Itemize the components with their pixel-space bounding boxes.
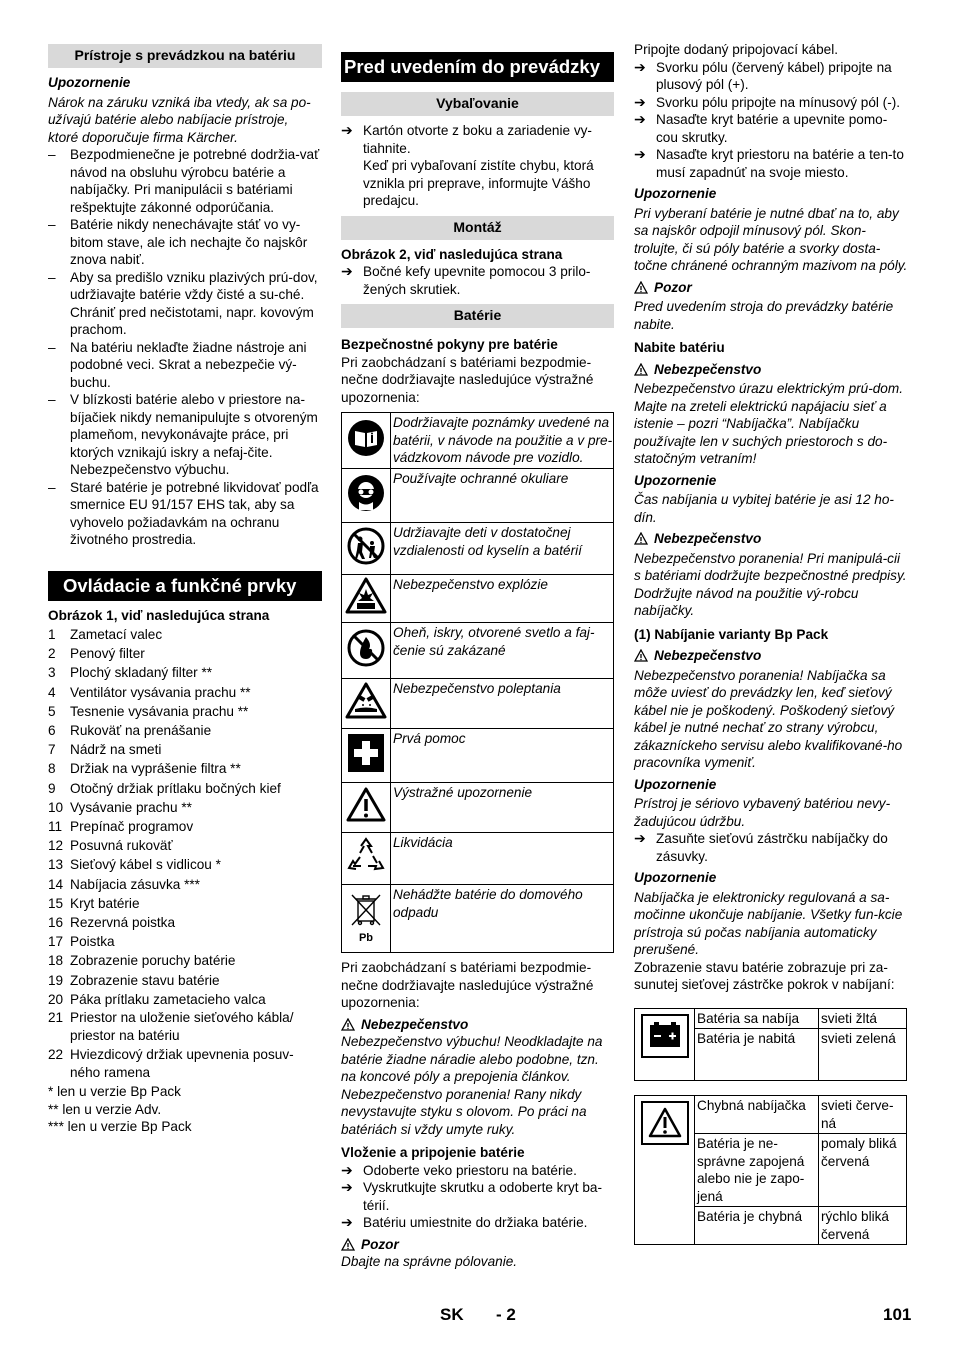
status-light-cell: svieti zelená (819, 1029, 907, 1081)
warning-triangle-icon (634, 532, 648, 545)
symbol-text: Nebezpečenstvo explózie (391, 575, 614, 623)
part-number: 2 (48, 646, 56, 662)
arrow-icon: ➔ (634, 93, 646, 110)
part-item (48, 779, 322, 798)
part-number: 8 (48, 761, 56, 777)
dash-list (48, 146, 322, 549)
warning-icon (342, 787, 390, 828)
battery-icon (640, 1013, 690, 1059)
part-label: Otočný držiak prítlaku bočných kief (70, 780, 281, 796)
step-item (634, 94, 908, 112)
status-state-cell: Batéria je chybná (695, 1207, 819, 1245)
battery-status-icon-cell (635, 1008, 695, 1081)
part-item (48, 971, 322, 990)
part-number: 18 (48, 953, 64, 969)
status-state-cell: Batéria sa nabíja (695, 1008, 819, 1029)
note3-text: Prístroj je sériovo vybavený batériou nevy-žadujúcou údržbu. (634, 796, 891, 829)
goggles-icon (342, 472, 390, 519)
part-item (48, 913, 322, 932)
part-number: 3 (48, 665, 56, 681)
warning-triangle-icon (634, 363, 648, 376)
arrow-icon: ➔ (634, 58, 646, 75)
symbol-text: Nebezpečenstvo poleptania (391, 679, 614, 729)
part-number: 11 (48, 819, 63, 835)
status-state-cell: Chybná nabíjačka (695, 1096, 819, 1134)
crossed-bin-icon (342, 893, 390, 932)
symbol-text: Dodržiavajte poznámky uvedené na batérii, v návode na použitie a v pre-vádzkovom návode pre vozidlo. (391, 413, 614, 469)
note1-label: Upozornenie (634, 186, 717, 201)
danger-heading: Nebezpečenstvo (341, 1016, 614, 1034)
arrow-icon: ➔ (634, 111, 646, 127)
part-item (48, 1046, 322, 1081)
symbol-row (342, 679, 614, 729)
part-label: Vysávanie prachu ** (70, 799, 192, 815)
warning-triangle-icon (341, 1018, 355, 1031)
symbol-icon-cell (342, 679, 391, 729)
status-intro: Zobrazenie stavu batérie zobrazuje pri za-sunutej sieťovej zástrčke pokrok v nabíjaní: (634, 959, 895, 992)
step-text: Odoberte veko priestoru na batérie. (363, 1162, 577, 1178)
note1-text: Pri vyberaní batérie je nutné dbať na to, aby sa najskôr odpojil mínusový pól. Skon-trolujte, či sú póly batérie a svorky dosta-točne chránené ochranným mazivom na póly. (634, 205, 908, 273)
step-item (341, 1179, 614, 1214)
symbol-icon-cell (342, 469, 391, 523)
footer-page-number: 101 (883, 1305, 912, 1324)
section-title-battery-devices: Prístroje s prevádzkou na batériu (48, 44, 322, 68)
dash-item-text: V blízkosti batérie alebo v priestore na-bíjačiek nikdy nemanipulujte s otvoreným plameňom, nevykonávajte práce, pri ktorých vznikajú iskry a nefaj-čite. Nebezpečenstvo výbuchu. (70, 392, 318, 477)
step-text: Nasaďte kryt batérie a upevnite pomo-cou skrutky. (656, 112, 888, 145)
part-number: 21 (48, 1010, 64, 1026)
step-text: Nasaďte kryt priestoru na batérie a ten-to musí zapadnúť na svoje miesto. (656, 147, 904, 180)
status-light-cell: pomaly bliká červená (819, 1134, 907, 1207)
warning-triangle-icon (634, 649, 648, 662)
part-item (48, 951, 322, 970)
dash-marker: – (48, 392, 56, 407)
fault-status-icon-cell (635, 1096, 695, 1245)
symbol-text: Oheň, iskry, otvorené svetlo a faj-čenie sú zakázané (391, 623, 614, 679)
dash-marker: – (48, 339, 56, 355)
danger2-heading: Nebezpečenstvo (634, 530, 908, 548)
danger1-heading: Nebezpečenstvo (634, 361, 908, 379)
footnote: ** len u verzie Adv. (48, 1101, 162, 1117)
part-label: Hviezdicový držiak upevnenia posuv-ného ramena (70, 1047, 294, 1080)
part-number: 17 (48, 934, 64, 950)
part-label: Sieťový kábel s vidlicou * (70, 857, 221, 873)
part-number: 7 (48, 742, 56, 758)
status-state-cell: Batéria je ne-správne zapojená alebo nie je zapo-jená (695, 1134, 819, 1207)
column-2 (341, 44, 614, 1271)
step-text: Vyskrutkujte skrutku a odoberte kryt ba-térií. (363, 1180, 602, 1213)
dash-item (48, 269, 322, 339)
corrosion-icon (342, 682, 390, 725)
dash-item (48, 479, 322, 549)
caution-text: Dbajte na správne pólovanie. (341, 1254, 518, 1269)
symbol-icon-cell (342, 575, 391, 623)
warning-triangle-icon (634, 281, 648, 294)
part-item (48, 1009, 322, 1044)
symbol-row (342, 413, 614, 469)
arrow-icon: ➔ (341, 1161, 353, 1178)
symbol-row (342, 623, 614, 679)
part-label: Rukoväť na prenášanie (70, 723, 212, 739)
step-item (634, 146, 908, 181)
arrow-icon: ➔ (341, 1179, 353, 1195)
part-number: 1 (48, 627, 56, 642)
charge-title: Nabite batériu (634, 340, 725, 355)
note2-text: Čas nabíjania u vybitej batérie je asi 12 ho-dín. (634, 492, 894, 525)
part-item (48, 625, 322, 644)
caution-text-3: Pred uvedením stroja do prevádzky batérie nabite. (634, 299, 894, 332)
dash-item-text: Bezpodmienečne je potrebné dodržia-vať návod na obsluhu výrobcu batérie a nabíjačky. Pri manipulácii s batériami rešpektujte zákonné odporúčania. (70, 147, 320, 215)
section-title-controls: Ovládacie a funkčné prvky (48, 571, 322, 601)
part-number: 15 (48, 895, 64, 911)
arrow-icon: ➔ (341, 1214, 353, 1230)
part-label: Ventilátor vysávania prachu ** (70, 684, 251, 700)
footnote: *** len u verzie Bp Pack (48, 1119, 192, 1135)
dash-item (48, 391, 322, 479)
part-number: 6 (48, 723, 56, 739)
symbol-table (341, 412, 614, 953)
figure-ref: Obrázok 1, viď nasledujúca strana (48, 607, 270, 623)
status-light-cell: svieti červe-ná (819, 1096, 907, 1134)
part-label: Zametací valec (70, 627, 163, 642)
symbol-icon-cell (342, 623, 391, 679)
connect-text: Pripojte dodaný pripojovací kábel. (634, 42, 839, 57)
part-item (48, 836, 322, 855)
subsection-batteries: Batérie (341, 304, 614, 328)
dash-marker: – (48, 147, 56, 162)
danger1-text: Nebezpečenstvo úrazu elektrickým prú-dom. Majte na zreteli elektrickú napájaciu sieť a istenie – pozri “Nabíjačka”. Nabíjačku používajte len v suchých priestoroch s do-statočným vetraním! (634, 381, 903, 466)
dash-item (48, 339, 322, 392)
part-label: Posuvná rukoväť (70, 838, 173, 854)
part-number: 4 (48, 684, 56, 700)
arrow-icon: ➔ (341, 122, 353, 138)
symbol-text: Nehádžte batérie do domového odpadu (391, 885, 614, 953)
part-item (48, 798, 322, 817)
part-item (48, 702, 322, 721)
part-label: Priestor na uloženie sieťového kábla/ priestor na batériu (70, 1010, 294, 1043)
step-text: Batériu umiestnite do držiaka batérie. (363, 1215, 588, 1230)
part-number: 20 (48, 991, 64, 1007)
part-label: Plochý skladaný filter ** (70, 665, 213, 681)
insert-steps (341, 1162, 614, 1232)
symbol-icon-cell (342, 833, 391, 885)
pb-label: Pb (358, 931, 374, 944)
symbol-text: Výstražné upozornenie (391, 783, 614, 833)
column-3 (634, 41, 908, 1245)
danger2-text: Nebezpečenstvo poranenia! Pri manipulá-cii s batériami dodržujte bezpečnostné predpisy. Dodržujte návod na použitie vý-robcu nabíjačky. (634, 550, 907, 618)
step-text: Svorku pólu pripojte na mínusový pól (-). (656, 94, 901, 110)
part-label: Penový filter (70, 646, 145, 662)
symbol-text: Prvá pomoc (391, 729, 614, 783)
dash-marker: – (48, 217, 56, 232)
part-number: 22 (48, 1047, 64, 1063)
part-label: Tesnenie vysávania prachu ** (70, 703, 249, 719)
part-label: Prepínač programov (70, 819, 194, 835)
part-number: 16 (48, 915, 64, 931)
step-item (634, 59, 908, 94)
symbol-row (342, 729, 614, 783)
part-item (48, 759, 322, 778)
step-text: Svorku pólu (červený kábel) pripojte na plusový pól (+). (656, 59, 892, 92)
symbol-text: Likvidácia (391, 833, 614, 885)
part-number: 12 (48, 838, 64, 854)
part-label: Páka prítlaku zametacieho valca (70, 991, 266, 1007)
part-item (48, 644, 322, 663)
status-light-cell: svieti žltá (819, 1008, 907, 1029)
dash-item-text: Na batériu neklaďte žiadne nástroje ani podobné veci. Skrat a nebezpečie vý-buchu. (70, 339, 307, 390)
symbol-row (342, 783, 614, 833)
safety-intro: Pri zaobchádzaní s batériami bezpodmie-nečne dodržiavajte nasledujúce výstražné upozornenia: (341, 354, 594, 405)
symbol-icon-cell (342, 413, 391, 469)
part-item (48, 990, 322, 1009)
after-intro: Pri zaobchádzaní s batériami bezpodmie-nečne dodržiavajte nasledujúce výstražné upozornenia: (341, 960, 594, 1010)
connect-steps (634, 59, 908, 182)
part-item (48, 683, 322, 702)
unpack-text: Keď pri vybaľovaní zistíte chybu, ktorá vznikla pri preprave, informujte Vášho predajcu. (363, 158, 594, 208)
keep-children-away-icon (342, 526, 390, 571)
part-item (48, 740, 322, 759)
step-item (634, 111, 908, 146)
dash-item-text: Batérie nikdy nenechávajte stáť vo vy-bitom stave, ale ich nechajte čo najskôr znova nabiť. (70, 217, 308, 267)
part-label: Zobrazenie stavu batérie (70, 972, 220, 988)
symbol-row (342, 575, 614, 623)
dash-marker: – (48, 269, 56, 285)
section-title-before-startup: Pred uvedením do prevádzky (341, 52, 614, 82)
symbol-text: Udržiavajte deti v dostatočnej vzdialenosti od kyselín a batérií (391, 523, 614, 575)
safety-title: Bezpečnostné pokyny pre batérie (341, 337, 558, 352)
insert-title: Vloženie a pripojenie batérie (341, 1145, 525, 1160)
note3-label: Upozornenie (634, 776, 717, 792)
note4-text: Nabíjačka je elektronicky regulovaná a sa-močinne ukončuje nabíjanie. Všetky fun-kcie prístroja sú počas nabíjania automaticky prerušené. (634, 889, 903, 957)
symbol-icon-cell (342, 783, 391, 833)
part-label: Rezervná poistka (70, 915, 176, 931)
danger3-text: Nebezpečenstvo poranenia! Nabíjačka sa môže uviesť do prevádzky len, keď sieťový kábel nie je poškodený. Poškodený sieťový kábel je nutné nechať zo strany výrobcu, zákazníckeho servisu alebo kvalifikované-ho pracovníka vymeniť. (634, 667, 903, 770)
footer-page-local: - 2 (496, 1305, 516, 1324)
part-item (48, 663, 322, 682)
arrow-icon: ➔ (634, 830, 646, 846)
parts-list (48, 625, 322, 1081)
no-fire-icon (342, 628, 390, 673)
status-table-1 (634, 1008, 907, 1082)
note-text: Nárok na záruku vzniká iba vtedy, ak sa po-užívajú batérie alebo nabíjacie prístroje, ktoré doporučuje firma Kärcher. (48, 94, 311, 145)
arrow-icon: ➔ (634, 146, 646, 162)
step-item (341, 1214, 614, 1232)
warning-status-icon (640, 1100, 690, 1146)
part-item (48, 721, 322, 740)
step-item (341, 1162, 614, 1180)
part-label: Nabíjacia zásuvka *** (70, 876, 200, 892)
symbol-row (342, 885, 614, 953)
part-item (48, 817, 322, 836)
part-number: 10 (48, 799, 64, 815)
part-item (48, 875, 322, 894)
arrow-icon: ➔ (341, 263, 353, 279)
part-label: Poistka (70, 934, 115, 950)
bp-title: (1) Nabíjanie varianty Bp Pack (634, 626, 829, 642)
footnotes (48, 1083, 322, 1136)
part-label: Držiak na vyprášenie filtra ** (70, 761, 241, 777)
step-mount: ➔ Bočné kefy upevnite pomocou 3 prilo-žených skrutiek. (341, 263, 591, 297)
note2-label: Upozornenie (634, 472, 717, 488)
footer-lang: SK (440, 1305, 464, 1324)
symbol-row (342, 833, 614, 885)
part-item (48, 894, 322, 913)
dash-item-text: Staré batérie je potrebné likvidovať podľa smernice EU 91/157 EHS tak, aby sa vyhovelo požiadavkám na ochranu životného prostredia. (70, 479, 319, 547)
caution-heading: Pozor (341, 1236, 614, 1254)
status-table-2 (634, 1095, 907, 1245)
symbol-icon-cell (342, 729, 391, 783)
part-item (48, 855, 322, 874)
figure-ref-2: Obrázok 2, viď nasledujúca strana (341, 246, 563, 262)
symbol-row (342, 469, 614, 523)
recycle-icon (342, 836, 390, 881)
part-number: 19 (48, 972, 64, 988)
step-unpack: ➔ Kartón otvorte z boku a zariadenie vy-tiahnite. (341, 122, 592, 156)
dash-marker: – (48, 479, 56, 495)
part-label: Kryt batérie (70, 895, 140, 911)
part-number: 5 (48, 703, 56, 719)
danger3-heading: Nebezpečenstvo (634, 647, 908, 665)
part-number: 14 (48, 876, 64, 892)
part-item (48, 932, 322, 951)
note4-label: Upozornenie (634, 870, 717, 885)
note-label: Upozornenie (48, 75, 131, 90)
footnote: * len u verzie Bp Pack (48, 1084, 181, 1100)
symbol-icon-cell (342, 523, 391, 575)
dash-item (48, 146, 322, 216)
subsection-unpacking: Vybaľovanie (341, 92, 614, 116)
dash-item (48, 216, 322, 269)
caution-heading-3: Pozor (634, 279, 908, 297)
symbol-row (342, 523, 614, 575)
part-label: Nádrž na smeti (70, 742, 162, 758)
explosion-icon (342, 577, 390, 620)
danger-text: Nebezpečenstvo výbuchu! Neodkladajte na batérie žiadne náradie alebo podobne, tzn. na koncové póly a prepojenia článkov. Nebezpečenstvo poranenia! Rany nikdy nevystavujte styku s olovom. Po práci na batériách si vždy umyte ruky. (341, 1034, 603, 1137)
symbol-icon-cell (342, 885, 391, 953)
status-light-cell: rýchlo bliká červená (819, 1207, 907, 1245)
column-1 (48, 44, 322, 1136)
warning-triangle-icon (341, 1238, 355, 1251)
dash-item-text: Aby sa predišlo vzniku plazivých prú-dov, udržiavajte batérie vždy čisté a su-ché. Chrániť pred nečistotami, napr. kovovým prachom. (70, 269, 318, 337)
part-label: Zobrazenie poruchy batérie (70, 953, 236, 969)
manual-icon (342, 418, 390, 463)
step-plug: ➔ Zasuňte sieťovú zástrčku nabíjačky do zásuvky. (634, 830, 888, 864)
status-state-cell: Batéria je nabitá (695, 1029, 819, 1081)
part-number: 9 (48, 780, 56, 796)
first-aid-icon (342, 733, 390, 778)
subsection-mounting: Montáž (341, 216, 614, 240)
part-number: 13 (48, 857, 64, 873)
symbol-text: Používajte ochranné okuliare (391, 469, 614, 523)
